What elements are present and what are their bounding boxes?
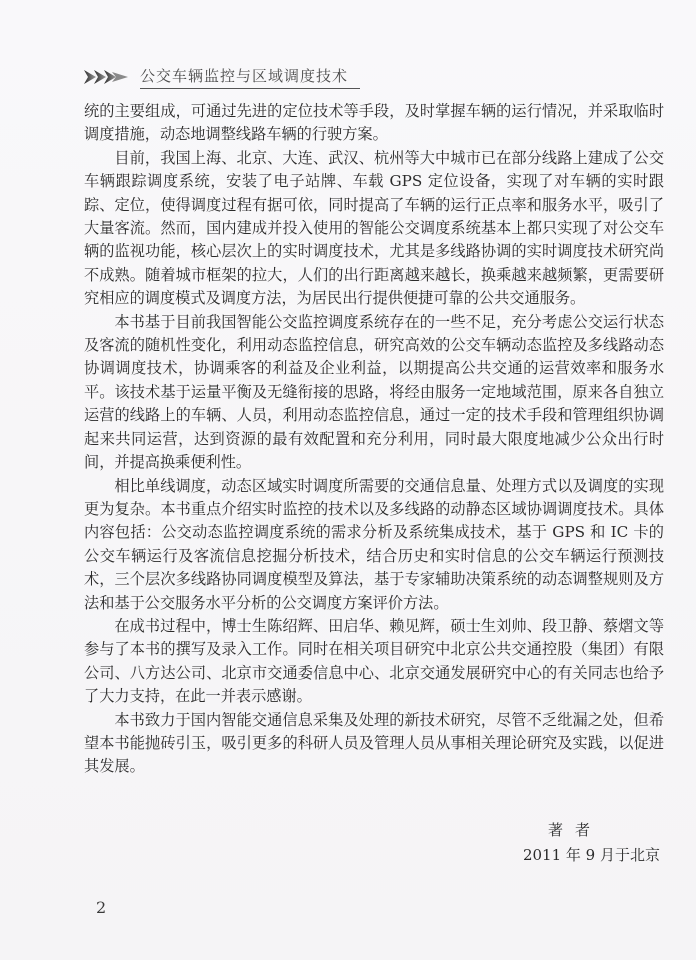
paragraph: 本书致力于国内智能交通信息采集及处理的新技术研究，尽管不乏纰漏之处，但希望本书能抛砖引玉，吸引更多的科研人员及管理人员从事相关理论研究及实践，以促进其发展。	[84, 710, 664, 776]
signature-block	[523, 818, 660, 868]
running-header	[82, 64, 360, 90]
triple-chevron-arrow-icon	[82, 68, 130, 86]
paragraph: 相比单线调度，动态区域实时调度所需要的交通信息量、处理方式以及调度的实现更为复杂。本书重点介绍实时监控的技术以及多线路的动静态区域协调调度技术。具体内容包括：公交动态监控调度系统的需求分析及系统集成技术，基于 GPS 和 IC 卡的公交车辆运行及客流信息挖掘分析技术，结合历史和实时信息的公交车辆运行预测技术，三个层次多线路协同调度模型及算法，基于专家辅助决策系统的动态调整规则及方法和基于公交服务水平分析的公交调度方案评价方法。	[84, 476, 664, 612]
signature-author: 著者	[547, 821, 602, 839]
paragraph-continuation: 统的主要组成，可通过先进的定位技术等手段，及时掌握车辆的运行情况，并采取临时调度措施，动态地调整线路车辆的行驶方案。	[84, 102, 664, 144]
paragraph: 在成书过程中，博士生陈绍辉、田启华、赖见辉，硕士生刘帅、段卫静、蔡熠文等参与了本书的撰写及录入工作。同时在相关项目研究中北京公共交通控股（集团）有限公司、八方达公司、北京市交通委信息中心、北京交通发展研究中心的有关同志也给予了大力支持，在此一并表示感谢。	[84, 616, 664, 706]
running-header-title: 公交车辆监控与区域调度技术	[140, 66, 360, 89]
page-number: 2	[96, 898, 107, 917]
paragraph: 本书基于目前我国智能公交监控调度系统存在的一些不足，充分考虑公交运行状态及客流的随机性变化，利用动态监控信息，研究高效的公交车辆动态监控及多线路动态协调调度技术，协调乘客的利益及企业利益，以期提高公共交通的运营效率和服务水平。该技术基于运量平衡及无缝衔接的思路，将经由服务一定地域范围，原来各自独立运营的线路上的车辆、人员，利用动态监控信息，通过一定的技术手段和管理组织协调起来共同运营，达到资源的最有效配置和充分利用，同时最大限度地减少公众出行时间，并提高换乘便利性。	[84, 312, 664, 472]
paragraph: 目前，我国上海、北京、大连、武汉、杭州等大中城市已在部分线路上建成了公交车辆跟踪调度系统，安装了电子站牌、车载 GPS 定位设备，实现了对车辆的实时跟踪、定位，使得调度过程有据可依，同时提高了车辆的运行正点率和服务水平，吸引了大量客流。然而，国内建成并投入使用的智能公交调度系统基本上都只实现了对公交车辆的监视功能，核心层次上的实时调度技术，尤其是多线路协调的实时调度技术研究尚不成熟。随着城市框架的拉大，人们的出行距离越来越长，换乘越来越频繁，更需要研究相应的调度模式及调度方法，为居民出行提供便捷可靠的公共交通服务。	[84, 148, 664, 308]
signature-date: 2011 年 9 月于北京	[522, 846, 660, 864]
body-text	[84, 100, 664, 779]
